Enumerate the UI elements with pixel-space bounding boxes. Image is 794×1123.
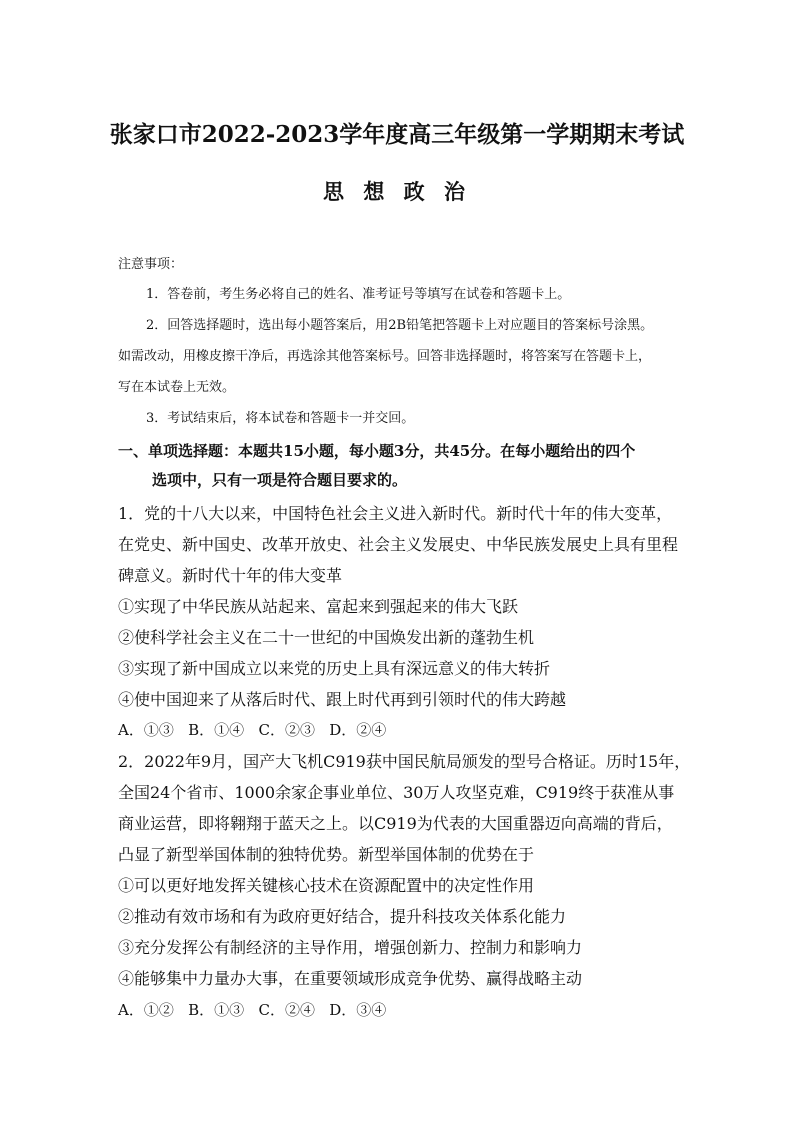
exam-title: 张家口市2022-2023学年度高三年级第一学期期末考试 [109,121,685,148]
section-heading [118,437,678,495]
question-2-option-2: ②推动有效市场和有为政府更好结合，提升科技攻关体系化能力 [118,907,567,926]
note-3: 3．考试结束后，将本试卷和答题卡一并交回。 [146,411,415,426]
question-1-option-2: ②使科学社会主义在二十一世纪的中国焕发出新的蓬勃生机 [118,628,535,647]
question-2 [118,746,691,994]
question-1 [118,498,688,715]
question-1-option-1: ①实现了中华民族从站起来、富起来到强起来的伟大飞跃 [118,597,519,616]
section-heading-line-1: 一、单项选择题：本题共15小题，每小题3分，共45分。在每小题给出的四个 [118,442,636,460]
question-2-answer-choices: A．①② B．①③ C．②④ D．③④ [118,1001,387,1019]
question-2-stem-line-4: 凸显了新型举国体制的独特优势。新型举国体制的优势在于 [118,845,535,864]
question-1-stem-line-2: 在党史、新中国史、改革开放史、社会主义发展史、中华民族发展史上具有里程 [118,535,679,554]
note-2-line-3: 写在本试卷上无效。 [118,380,236,395]
question-1-option-3: ③实现了新中国成立以来党的历史上具有深远意义的伟大转折 [118,659,551,678]
question-1-option-4: ④使中国迎来了从落后时代、跟上时代再到引领时代的伟大跨越 [118,690,567,709]
question-2-stem-line-1: 2．2022年9月，国产大飞机C919获中国民航局颁发的型号合格证。历时15年， [118,752,691,771]
question-2-option-3: ③充分发挥公有制经济的主导作用，增强创新力、控制力和影响力 [118,938,583,957]
section-heading-line-2: 选项中，只有一项是符合题目要求的。 [152,471,408,489]
note-2-line-1: 2．回答选择题时，选出每小题答案后，用2B铅笔把答题卡上对应题目的答案标号涂黑。 [146,318,654,333]
question-2-option-4: ④能够集中力量办大事，在重要领域形成竞争优势、赢得战略主动 [118,969,583,988]
question-1-stem-line-1: 1．党的十八大以来，中国特色社会主义进入新时代。新时代十年的伟大变革， [118,504,673,523]
question-1-answer-choices: A．①③ B．①④ C．②③ D．②④ [118,721,387,739]
notes-heading: 注意事项： [118,257,184,272]
question-1-stem-line-3: 碑意义。新时代十年的伟大变革 [118,566,343,585]
question-2-stem-line-2: 全国24个省市、1000余家企事业单位、30万人攻坚克难，C919终于获准从事 [118,783,675,802]
note-1: 1．答卷前，考生务必将自己的姓名、准考证号等填写在试卷和答题卡上。 [146,287,571,302]
question-2-option-1: ①可以更好地发挥关键核心技术在资源配置中的决定性作用 [118,876,535,895]
subject-title: 思 想 政 治 [323,179,471,204]
note-2-line-2: 如需改动，用橡皮擦干净后，再选涂其他答案标号。回答非选择题时，将答案写在答题卡上， [118,349,652,364]
question-2-stem-line-3: 商业运营，即将翱翔于蓝天之上。以C919为代表的大国重器迈向高端的背后， [118,814,673,833]
